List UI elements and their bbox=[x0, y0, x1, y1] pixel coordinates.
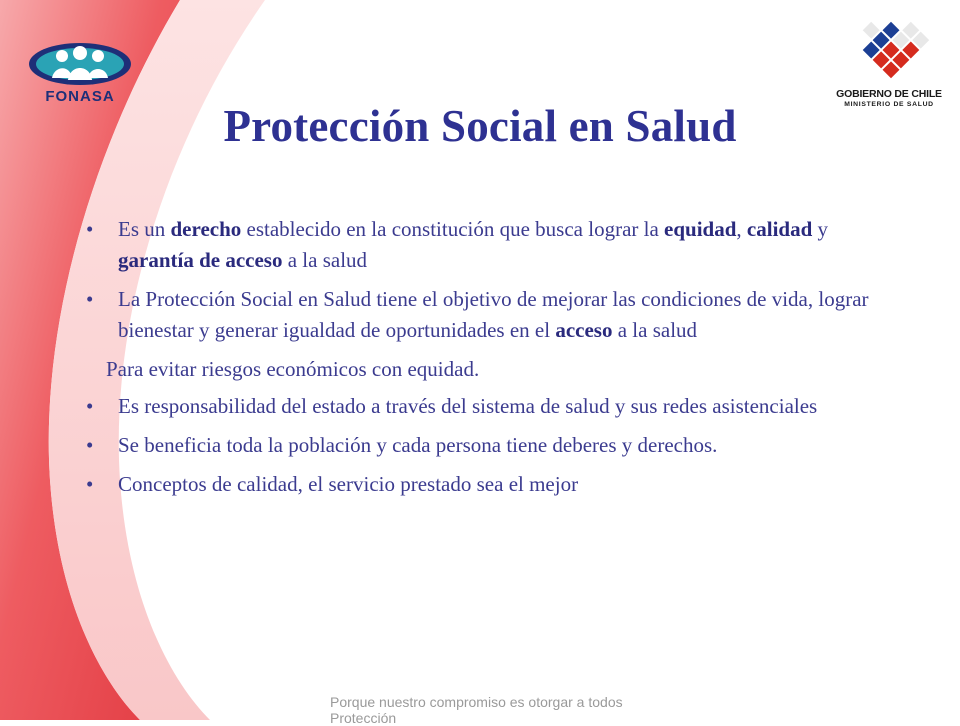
emphasis-text: derecho bbox=[170, 217, 242, 241]
chile-government-emblem-icon bbox=[848, 14, 934, 86]
emphasis-text: acceso bbox=[555, 318, 613, 342]
footer-tagline: Porque nuestro compromiso es otorgar a todos Protección bbox=[330, 694, 623, 726]
body-text: a la salud bbox=[282, 248, 368, 272]
fonasa-logo-text: FONASA bbox=[45, 88, 115, 105]
body-text: Se beneficia toda la población y cada persona tiene deberes y derechos. bbox=[118, 433, 718, 457]
body-text: a la salud bbox=[612, 318, 698, 342]
slide-title: Protección Social en Salud bbox=[223, 101, 737, 151]
bullet-list bbox=[86, 214, 896, 508]
body-text: y bbox=[812, 217, 829, 241]
bullet-item bbox=[86, 430, 896, 461]
bullet-marker: • bbox=[86, 472, 94, 496]
body-text: Conceptos de calidad, el servicio prestado sea el mejor bbox=[118, 472, 579, 496]
bullet-item bbox=[86, 214, 896, 276]
ministerio-line: MINISTERIO DE SALUD bbox=[844, 101, 934, 108]
body-text: Es responsabilidad del estado a través del sistema de salud y sus redes asistenciales bbox=[118, 394, 818, 418]
body-text: La Protección Social en Salud tiene el objetivo de mejorar las condiciones de vida, lograr bienestar y generar igualdad de oportunidades en el bbox=[118, 287, 869, 342]
bullet-marker: • bbox=[86, 287, 94, 311]
bullet-marker: • bbox=[86, 394, 94, 418]
emphasis-text: garantía de acceso bbox=[118, 248, 283, 272]
bullet-item bbox=[86, 469, 896, 500]
bullet-item bbox=[86, 391, 896, 422]
gobierno-line: GOBIERNO DE CHILE bbox=[836, 88, 942, 100]
bullet-marker: • bbox=[86, 217, 94, 241]
body-text: , bbox=[736, 217, 747, 241]
plain-paragraph bbox=[86, 354, 896, 385]
body-text: Para evitar riesgos económicos con equidad. bbox=[106, 357, 480, 381]
body-text: establecido en la constitución que busca lograr la bbox=[241, 217, 665, 241]
emphasis-text: equidad bbox=[664, 217, 737, 241]
bullet-item bbox=[86, 284, 896, 346]
gobierno-logo-text bbox=[826, 88, 952, 108]
body-text: Es un bbox=[118, 217, 171, 241]
bullet-marker: • bbox=[86, 433, 94, 457]
emphasis-text: calidad bbox=[746, 217, 813, 241]
